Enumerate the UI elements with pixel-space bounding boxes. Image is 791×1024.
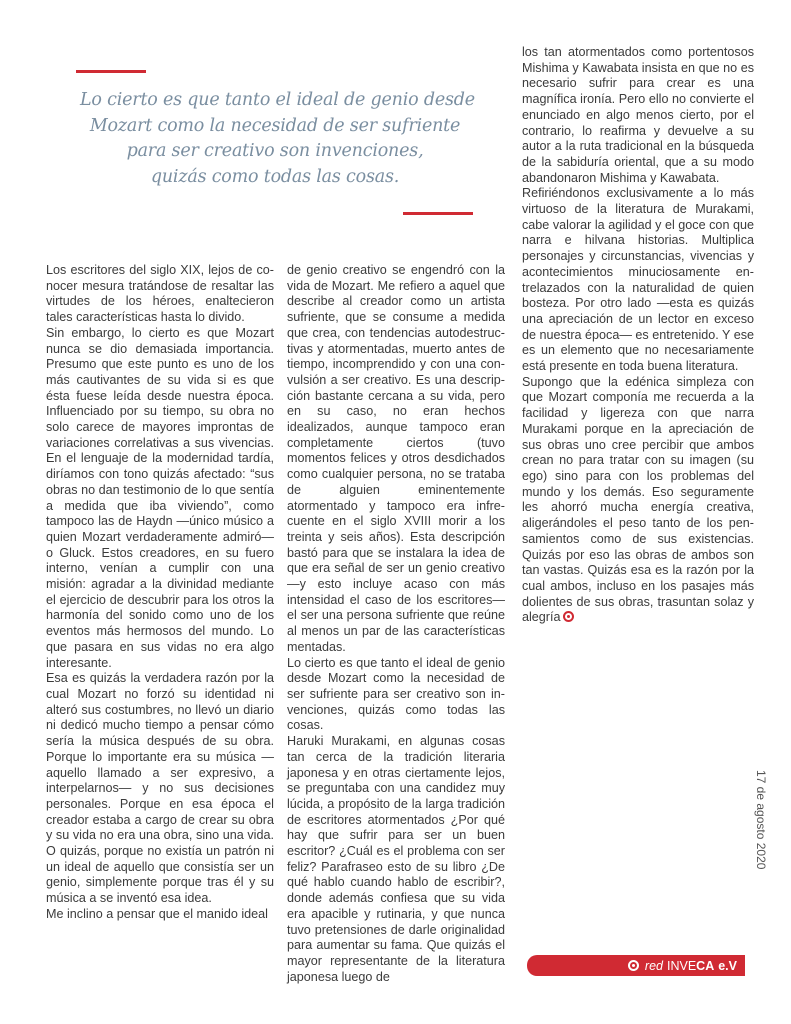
footer-brand-bar xyxy=(527,955,745,976)
footer-brand-ev: e.V xyxy=(718,958,737,973)
paragraph: Me inclino a pensar que el manido ideal xyxy=(46,906,268,921)
footer-brand-ca: CA xyxy=(696,958,715,973)
pull-quote xyxy=(80,88,475,190)
text-column-1 xyxy=(46,263,274,923)
pull-quote-line: para ser creativo son invenciones, xyxy=(126,141,424,161)
footer-brand-red: red xyxy=(644,958,663,973)
pull-quote-bottom-rule xyxy=(403,212,473,215)
red-inveca-logo-icon xyxy=(628,960,639,971)
paragraph: de genio creativo se engendró con la vida de Mozart. Me refiero a aquel que describe al creador como un artista sufriente, que se consume a medida que crea, con tendencias autodestructivas y atormentadas, muerto antes de tiempo, incomprendido y con una convulsión a ser creativo. Es una descripción bastante cercana a su vida, pero en su caso, no eran hechos idealizados, aunque tampoco eran completamente ciertos (tuvo momentos felices y otros desdichados como cualquier persona, no se trataba de alguien eminentemente atormentado y tampoco era infrecuente en el siglo XVIII morir a los treinta y seis años). Esta descripción bastó para que se instalara la idea de que era señal de ser un genio creativo —y esto incluye acaso con más intensidad el caso de los escritores— el ser una persona sufriente que reúne al menos un par de las características mentadas. xyxy=(287,263,505,654)
paragraph: Lo cierto es que tanto el ideal de genio desde Mozart como la necesidad de ser sufriente para ser creativo son invenciones, quizás como todas las cosas. xyxy=(287,655,505,733)
paragraph: Refiriéndonos exclusivamente a lo más virtuoso de la literatura de Murakami, cabe valorar la agilidad y el goce con que narra e hilvana historias. Multiplica personajes y circunstancias, vivencias y acontecimientos minuciosamente entrelazados con la naturalidad de quien bosteza. Por otro lado —esta es quizás una apreciación de un lector en exceso de nuestra época— es entretenido. Y ese es un elemento que no necesariamente está presente en toda buena literatura. xyxy=(522,186,754,374)
paragraph: Sin embargo, lo cierto es que Mozart nunca se dio demasiada importancia. Presumo que este punto es uno de los más cautivantes de su vida si es que ésta fuese leída desde nuestra época. Influenciado por su tiempo, su obra no solo carece de mayores improntas de variaciones correlativas a sus vivencias. En el lenguaje de la modernidad tardía, diríamos con tono quizás afectado: “sus obras no dan testimonio de lo que sentía a medida que iba viviendo”, como tampoco las de Haydn —único músico a quien Mozart verdaderamente admiró— o Gluck. Estos creadores, en su fuero interno, venían a cumplir con una misión: agradar a la divinidad mediante el ejercicio de descubrir para los otros la harmonía del sonido como uno de los eventos más hermosos del mundo. Lo que pasara en sus vidas no era algo interesante. xyxy=(46,325,274,670)
paragraph: los tan atormentados como portentosos Mishima y Kawabata insista en que no es necesario sufrir para crear es una magnífica ironía. Pero ello no convierte el enunciado en algo menos cierto, por el contrario, lo reafirma y devuelve a su autor a la ruta tradicional en la búsqueda de la sabiduría oriental, que a su modo abandonaron Mishima y Kawabata. xyxy=(522,45,754,185)
paragraph: Los escritores del siglo XIX, lejos de conocer mesura tratándose de resaltar las virtudes de los héroes, enaltecieron tales características hasta lo divido. xyxy=(46,263,274,325)
paragraph-text: Supongo que la edénica simpleza con que Mozart componía me recuerda a la facilidad y ligereza con que narra Murakami porque en la apreciación de sus obras uno cree percibir que ambos crean no para tratar con su imagen (su ego) sino para con los problemas del mundo y los demás. Eso seguramente les ahorró mucha energía creativa, aligerándoles el peso tanto de los pensamientos como de sus existencias. Quizás por eso las obras de ambos son tan vastas. Quizás esa es la razón por la cual ambos, incluso en los pasajes más dolientes de sus obras, trasuntan solaz y alegría xyxy=(522,374,754,625)
text-column-2 xyxy=(287,263,505,985)
paragraph: Haruki Murakami, en algunas cosas tan cerca de la tradición literaria japonesa y en otras ciertamente lejos, se preguntaba con una candidez muy lúcida, a propósito de la larga tradición de escritores atormentados ¿Por qué hay que sufrir para ser un buen escritor? ¿Cuál es el problema con ser feliz? Parafraseo esto de su libro ¿De qué hablo cuando hablo de escribir?, donde además confiesa que su vida era apacible y rutinaria, y que nunca tuvo pretensiones de darle originalidad para aumentar su fama. Que quizás el mayor representante de la literatura japonesa luego de xyxy=(287,734,505,984)
pull-quote-line: Lo cierto es que tanto el ideal de genio desde xyxy=(80,90,475,110)
end-mark-icon xyxy=(563,611,574,622)
paragraph-final xyxy=(522,375,754,626)
footer-brand-inve: INVE xyxy=(666,958,697,973)
publication-date: 17 de agosto 2020 xyxy=(754,770,768,870)
text-column-3 xyxy=(522,45,754,626)
paragraph: Esa es quizás la verdadera razón por la cual Mozart no forzó su identidad ni alteró sus costumbres, no llevó un diario ni dedicó mucho tiempo a pensar cómo sería la música después de su obra. Porque lo importante era su música —aquello llamado a ser expresivo, a interpelarnos— y no sus decisiones personales. Porque en esa época el creador estaba a cargo de crear su obra y su vida no era una obra, sino una vida. O quizás, porque no existía un patrón ni un ideal de aquello que consistía ser un genio, simplemente porque tras él y su música a se inventó esa idea. xyxy=(46,671,274,906)
pull-quote-top-rule xyxy=(76,70,146,73)
pull-quote-line: quizás como todas las cosas. xyxy=(150,166,400,187)
pull-quote-line: Mozart como la necesidad de ser sufriente xyxy=(89,115,461,136)
